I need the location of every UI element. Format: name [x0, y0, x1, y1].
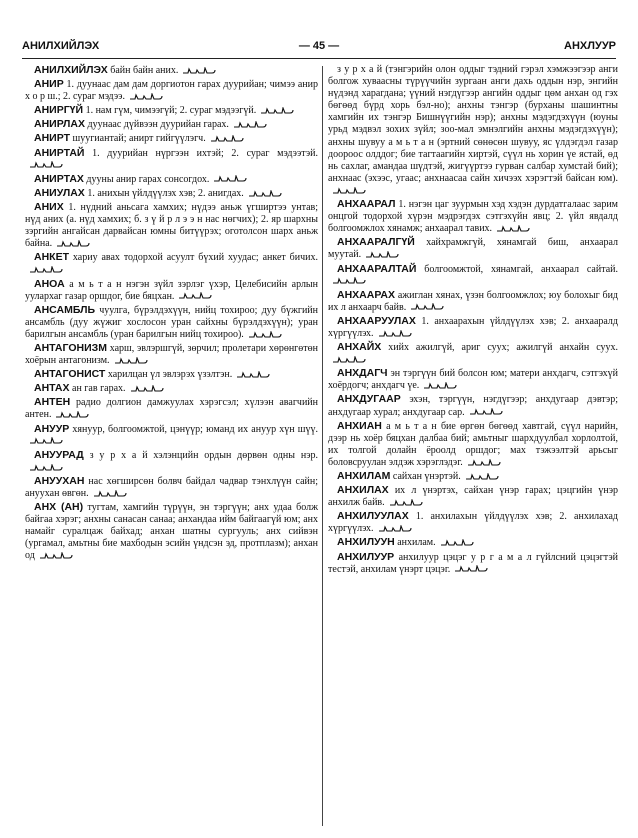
- entry-definition: тугтам, хамгийн түрүүн, эн тэргүүн; анх удаа болж байгаа хэрэг; анхны санасан санаа; анхандаа ийм байгаагүй юм; анх намайг суралцаж байхад; анхан шатны сургууль; анх сийвэн (ургамал, амьтны бие махбодын эсийн үндсэн эд, протплазм); анхан од: [25, 502, 318, 562]
- entry-headword: АНУУР: [34, 422, 70, 435]
- entry-headword: АНХААРАЛ: [337, 198, 396, 211]
- entry-headword: АНОА: [34, 277, 65, 290]
- dictionary-entry: [25, 423, 318, 448]
- running-header: [22, 40, 616, 56]
- mongolian-script-icon: [29, 464, 63, 472]
- entry-headword: АНИР: [34, 78, 64, 91]
- entry-definition: 1. нам гүм, чимээгүй; 2. сураг мэдээгүй.: [85, 105, 257, 117]
- dictionary-entry: [25, 396, 318, 421]
- dictionary-entry: [25, 147, 318, 172]
- mongolian-script-icon: [178, 292, 212, 300]
- mongolian-script-icon: [365, 251, 399, 259]
- dictionary-entry: [328, 236, 618, 261]
- dictionary-entry: [328, 510, 618, 535]
- mongolian-script-icon: [389, 499, 423, 507]
- entry-definition: болгоомжтой, хянамгай, анхаарал сайтай.: [424, 263, 618, 275]
- entry-headword: АНКЕТ: [34, 251, 69, 264]
- entry-definition: радио долгион дамжуулах хэрэгсэл; хүлээн авагчийн антен.: [25, 397, 319, 421]
- dictionary-entry: [25, 64, 318, 77]
- dictionary-entry: [328, 315, 618, 340]
- entry-headword: АНХАЙХ: [337, 341, 382, 354]
- dictionary-entry: [328, 393, 618, 418]
- entry-headword: АНТАГОНИЗМ: [34, 341, 107, 354]
- mongolian-script-icon: [332, 277, 366, 285]
- entry-headword: АНХААРАЛТАЙ: [337, 262, 417, 275]
- entry-definition: нас хөгширсөн болвч байдал чадвар тэнхлүүн сайн; ануухан өвгөн.: [25, 475, 319, 499]
- mongolian-script-icon: [467, 459, 501, 467]
- mongolian-script-icon: [210, 135, 244, 143]
- entry-definition: ан гав гарах.: [72, 383, 126, 395]
- entry-headword: АНХДАГЧ: [337, 367, 388, 380]
- mongolian-script-icon: [440, 539, 474, 547]
- entry-definition: 1. дуунаас дам дам доргиотон гарах дуурийан; чимээ анир х о р ш.; 2. сураг мэдээ.: [25, 79, 319, 103]
- dictionary-entry: [25, 201, 318, 250]
- entry-definition: з у р х а й (тэнгэрийн олон оддыг тэдний гэрэл хэмжээгээр анги болгож хуваасны түрүүчийн зургаан анги дахь оддын нэр, энгийн нүдэнд харагдана; үүний нэгдүгээр ангийн оддыг цөм анхан од гэх бөгөөд бүрд хорь бэл-но); анхны тэнгэр (бурханы шашинтны хамгийн их тэнгэр Бишнүүгийн нэр); анхны мэдэгдэхүүн (юуны урьд мэдвэл зохих зүйл; зоо-мал эмнэлгийн анхны мэдэгдэхүүн); анхны шувуу а м ь т а н (эртний сөнөсөн шувуу, яс үлдэгдэл газар доороос олддог; бие тагтаагийн хиртэй, сүүл нь хорин үе ястай, өд нь сахлаг, амандаа шүдтэй, жигүүртээ гурван салбар хумстай бий); анхнаас (эхээс, угаас; анхнаасаа сайн хичээх хэрэгтэй байсан юм).: [328, 64, 618, 184]
- mongolian-script-icon: [332, 187, 366, 195]
- entry-headword: АНИУЛАХ: [34, 186, 85, 199]
- entry-headword: АНИРТАЙ: [34, 146, 85, 159]
- entry-headword: АНТАГОНИСТ: [34, 368, 106, 381]
- entry-definition: 1. нэгэн цаг зуурмын хэд хэдэн дурдатгалаас зарим онцгой тодорхой хүрэн мэдрэгдэх сэтгэхүйн явц; 2. үйл явдалд болгоомжлох хянамж; анхаарал тавих.: [328, 199, 619, 235]
- dictionary-entry: [328, 536, 618, 549]
- entry-headword: АНУУХАН: [34, 474, 85, 487]
- dictionary-entry: [25, 78, 318, 103]
- mongolian-script-icon: [129, 93, 163, 101]
- mongolian-script-icon: [454, 565, 488, 573]
- dictionary-entry: [328, 263, 618, 288]
- entry-headword: АНХИЛУУР: [337, 550, 395, 563]
- mongolian-script-icon: [93, 490, 127, 498]
- mongolian-script-icon: [423, 382, 457, 390]
- mongolian-script-icon: [378, 525, 412, 533]
- entry-definition: их л үнэртэх, сайхан үнэр гарах; цэцгийн үнэр анхилж байв.: [328, 485, 618, 509]
- entry-headword: АНХААРУУЛАХ: [337, 314, 416, 327]
- entry-headword: АНТЕН: [34, 396, 71, 409]
- mongolian-script-icon: [39, 552, 73, 560]
- entry-definition: хайхрамжгүй, хянамгай биш, анхаарал муутай.: [328, 237, 618, 261]
- mongolian-script-icon: [378, 330, 412, 338]
- mongolian-script-icon: [213, 175, 247, 183]
- dictionary-entry: [328, 289, 618, 314]
- dictionary-entry: [25, 251, 318, 276]
- entry-definition: хийх ажилгүй, ариг суух; ажилгүй анхайн суух.: [388, 342, 619, 354]
- mongolian-script-icon: [29, 437, 63, 445]
- dictionary-entry: [25, 104, 318, 117]
- entry-definition: а м ь т а н нэгэн зүйл зэрлэг үхэр, Целебисийн арлын уулархаг газар оршдог, бие бяцхан.: [25, 278, 319, 302]
- entry-definition: 1. анхилахын үйлдүүлэх хэв; 2. анхилахад хүргүүлэх.: [328, 511, 619, 535]
- entry-headword: АНИРТ: [34, 132, 70, 145]
- dictionary-entry: [25, 475, 318, 500]
- dictionary-entry: [25, 304, 318, 341]
- mongolian-script-icon: [130, 385, 164, 393]
- mongolian-script-icon: [248, 190, 282, 198]
- entry-headword: АНИРГҮЙ: [34, 104, 84, 117]
- entry-definition: эхэн, тэргүүн, нэгдүгээр; анхдугаар дэвтэр; анхдугаар хурал; анхдугаар сар.: [328, 394, 619, 418]
- page-number: — 45 —: [298, 40, 340, 52]
- dictionary-entry: [328, 341, 618, 366]
- dictionary-entry: [328, 64, 618, 197]
- entry-headword: АНХ (АН): [34, 501, 84, 514]
- entry-definition: эн тэргүүн бий болсон юм; матери анхдагч, сэтгэхүй хоёрдогч; анхдагч үе.: [328, 368, 619, 392]
- mongolian-script-icon: [465, 473, 499, 481]
- right-column: [328, 64, 618, 577]
- entry-headword: АНХИЛУУЛАХ: [337, 510, 409, 523]
- mongolian-script-icon: [410, 303, 444, 311]
- entry-definition: 1. анихын үйлдүүлэх хэв; 2. анигдах.: [87, 187, 244, 199]
- dictionary-entry: [328, 367, 618, 392]
- dictionary-entry: [25, 368, 318, 381]
- header-rule: [22, 58, 616, 59]
- entry-headword: АНХИЛАМ: [337, 470, 391, 482]
- mongolian-script-icon: [56, 240, 90, 248]
- entry-definition: харш, эвлэршгүй, зөрчил; пролетари хөрөнгөтөн хоёрын антагонизм.: [25, 342, 319, 367]
- entry-definition: чуулга, бүрэлдэхүүн, нийц тохироо; дуу бүжгийн ансамбль (дуу жүжиг хослосон уран сайхны бүрэлдэхүүн); уран барилгын ансамбль (уран барилгын нийц тохироо).: [25, 304, 319, 340]
- mongolian-script-icon: [114, 357, 148, 365]
- entry-definition: байн байн аних.: [110, 65, 179, 76]
- entry-definition: харилцан үл эвлэрэх үзэлтэн.: [107, 369, 233, 381]
- left-column: [25, 64, 318, 564]
- entry-headword: АНХДУГААР: [337, 393, 401, 406]
- mongolian-script-icon: [496, 225, 530, 233]
- dictionary-entry: [328, 551, 618, 576]
- header-right-guideword: АНХЛУУР: [564, 40, 616, 52]
- mongolian-script-icon: [469, 408, 503, 416]
- entry-definition: 1. нүдний аньсага хамхих; нүдээ аньж үгширтээ унтав; нүд аних (а. нүд хамхих; б. з ү й р л э э н нас нөгчих); 2. яр шархны зэргийн ангайсан дарвайсан юмны битүүрэх; оготолсон шарх аньж байна.: [25, 201, 319, 250]
- entry-definition: хариу авах тодорхой асуулт бүхий хуудас; анкет бичих.: [72, 252, 319, 264]
- mongolian-script-icon: [236, 371, 270, 379]
- dictionary-entry: [25, 449, 318, 474]
- entry-headword: АНХИЛАХ: [337, 484, 389, 497]
- mongolian-script-icon: [248, 331, 282, 339]
- dictionary-entry: [25, 342, 318, 367]
- entry-headword: АНХИАН: [337, 419, 382, 432]
- dictionary-entry: [25, 501, 318, 562]
- entry-definition: а м ь т а н бие өргөн бөгөөд хавтгай, сүүл нарийн, дээр нь хоёр бяцхан далбаа бий; амьтныг шархдуулбал хорлолтой, их толгой долайн ёроолд оршдог; мах тэжээлтэй арьсыг боловсруулан элдэж хэрэглэдэг.: [328, 420, 618, 468]
- entry-headword: АНСАМБЛЬ: [34, 303, 96, 316]
- entry-definition: 1. дуурийан нүргээн ихтэй; 2. сураг мэдээтэй.: [92, 147, 318, 159]
- dictionary-entry: [328, 484, 618, 509]
- entry-headword: АНИЛХИЙЛЭХ: [34, 64, 108, 76]
- entry-headword: АНУУРАД: [34, 448, 84, 461]
- dictionary-entry: [25, 382, 318, 395]
- entry-definition: дуунаас дүйвээн дуурийан гарах.: [87, 119, 229, 131]
- entry-definition: 1. анхаарахын үйлдүүлэх хэв; 2. анхааралд хүргүүлэх.: [328, 315, 618, 339]
- entry-definition: з у р х а й хэлэнцийн ордын дөрвөн одны нэр.: [89, 449, 318, 461]
- entry-definition: дууны анир гарах сонсогдох.: [86, 173, 210, 185]
- column-divider: [322, 66, 323, 826]
- entry-headword: АНХААРАЛГҮЙ: [337, 236, 415, 249]
- mongolian-script-icon: [260, 107, 294, 115]
- dictionary-entry: [328, 198, 618, 235]
- dictionary-entry: [25, 173, 318, 186]
- entry-definition: сайхан үнэртэй.: [392, 471, 461, 482]
- mongolian-script-icon: [55, 411, 89, 419]
- entry-headword: АНХААРАХ: [337, 288, 396, 301]
- header-left-guideword: АНИЛХИЙЛЭХ: [22, 40, 100, 52]
- entry-headword: АНИРТАХ: [34, 172, 84, 185]
- mongolian-script-icon: [29, 266, 63, 274]
- mongolian-script-icon: [332, 356, 366, 364]
- entry-definition: шуугиантай; анирт гийгүүлэгч.: [72, 133, 206, 145]
- entry-headword: АНТАХ: [34, 382, 70, 395]
- entry-headword: АНИРЛАХ: [34, 118, 86, 131]
- dictionary-entry: [25, 118, 318, 131]
- mongolian-script-icon: [182, 67, 216, 75]
- entry-definition: анхилуур цэцэг у р г а м а л гүйлсний цэцэгтэй тестэй, анхилам үнэрт цэцэг.: [328, 551, 619, 575]
- mongolian-script-icon: [29, 161, 63, 169]
- entry-headword: АНИХ: [34, 200, 64, 213]
- entry-definition: хянуур, болгоомжтой, цэнүүр; юманд их ануур хүн шүү.: [72, 423, 318, 435]
- dictionary-entry: [328, 420, 618, 469]
- mongolian-script-icon: [233, 121, 267, 129]
- entry-headword: АНХИЛУУН: [337, 536, 395, 549]
- dictionary-entry: [25, 278, 318, 303]
- dictionary-entry: [328, 470, 618, 483]
- dictionary-entry: [25, 132, 318, 145]
- entry-definition: анхилам.: [397, 537, 436, 549]
- entry-definition: ажиглан хянах, үзэн болгоомжлох; юу болохыг бид их л анхаарч байв.: [328, 289, 619, 313]
- dictionary-entry: [25, 187, 318, 200]
